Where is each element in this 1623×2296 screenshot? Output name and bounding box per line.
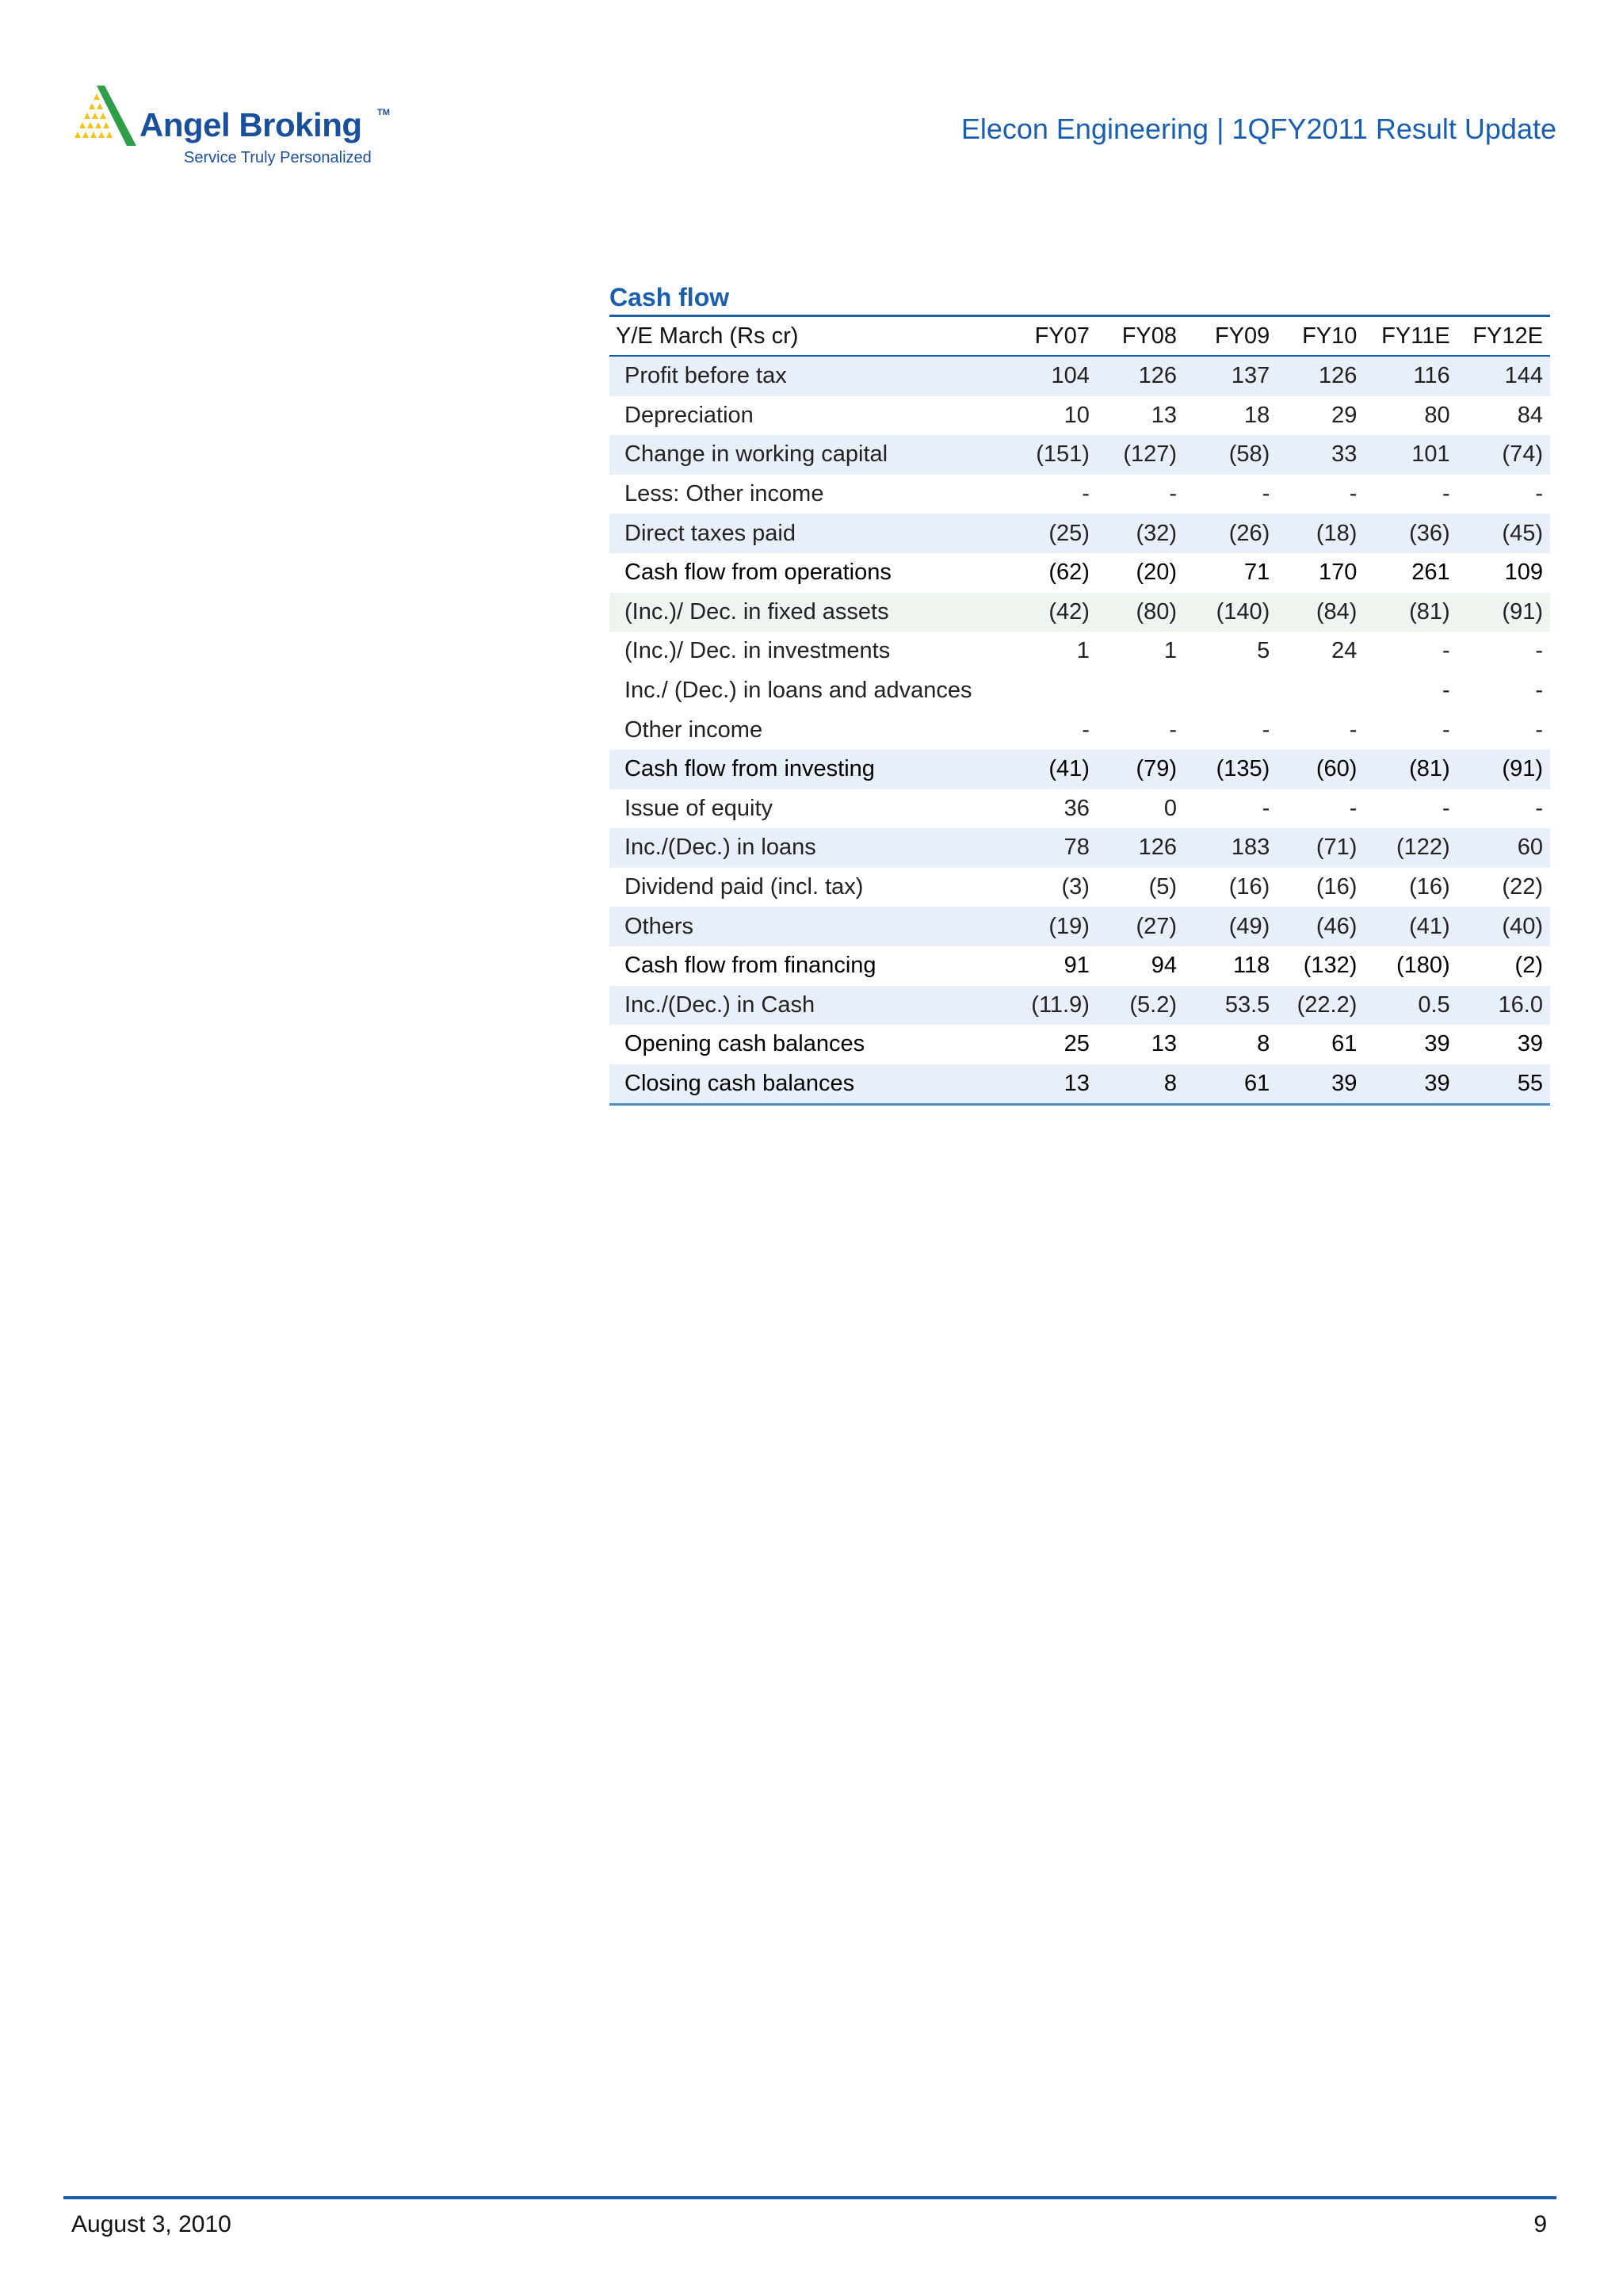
table-cell: (20): [1136, 560, 1178, 586]
table-cell: -: [1535, 678, 1543, 704]
table-cell: -: [1169, 481, 1178, 507]
report-title: Elecon Engineering | 1QFY2011 Result Update: [960, 113, 1556, 145]
table-cell: (58): [1184, 435, 1277, 475]
table-cell: 39: [1517, 1031, 1543, 1057]
table-cell: 0.5: [1364, 986, 1457, 1026]
table-cell: (26): [1184, 514, 1277, 553]
table-cell: 39: [1424, 1031, 1450, 1057]
table-cell: [1010, 671, 1097, 711]
table-cell: (91): [1457, 593, 1550, 632]
table-cell: 144: [1457, 356, 1550, 396]
table-cell: 0: [1163, 795, 1178, 821]
table-row: [609, 671, 1550, 711]
brand-tagline: Service Truly Personalized: [184, 149, 372, 166]
row-label: Cash flow from financing: [624, 953, 876, 979]
table-cell: (32): [1097, 514, 1184, 553]
angel-broking-logo: [68, 82, 401, 178]
table-cell: (71): [1277, 828, 1364, 868]
table-row: [609, 1025, 1550, 1064]
brand-name: Angel Broking: [139, 106, 362, 143]
row-label: Cash flow from operations: [624, 560, 892, 586]
table-cell: [1184, 671, 1277, 711]
table-cell: 29: [1331, 402, 1358, 428]
table-cell: 84: [1517, 402, 1543, 428]
table-cell: 94: [1151, 953, 1178, 979]
table-cell: -: [1082, 481, 1090, 507]
table-cell: 53.5: [1184, 986, 1277, 1026]
table-row: [609, 553, 1550, 593]
table-cell: 36: [1064, 795, 1090, 821]
table-cell: -: [1442, 638, 1450, 664]
table-row: [609, 907, 1550, 946]
table-cell: -: [1349, 795, 1358, 821]
table-cell: (132): [1303, 953, 1358, 979]
table-cell: (122): [1364, 828, 1457, 868]
table-cell: 5: [1257, 638, 1270, 664]
table-cell: (16): [1316, 874, 1358, 900]
table-row: [609, 435, 1550, 475]
row-label: Closing cash balances: [609, 1064, 1010, 1105]
table-cell: -: [1082, 716, 1090, 743]
table-header-row: [609, 316, 1550, 357]
table-cell: (40): [1457, 907, 1550, 946]
row-label: Change in working capital: [609, 435, 1010, 475]
table-cell: 78: [1010, 828, 1097, 868]
table-cell: (19): [1010, 907, 1097, 946]
table-row: [609, 356, 1550, 396]
table-cell: 8: [1097, 1064, 1184, 1105]
table-cell: (42): [1010, 593, 1097, 632]
table-cell: (11.9): [1010, 986, 1097, 1026]
table-cell: -: [1442, 678, 1450, 704]
table-cell: (25): [1010, 514, 1097, 553]
table-cell: 13: [1151, 1031, 1178, 1057]
table-row: [609, 475, 1550, 514]
table-cell: -: [1262, 795, 1270, 821]
table-row: [609, 593, 1550, 632]
row-label: Depreciation: [624, 402, 754, 428]
table-cell: [1277, 671, 1364, 711]
table-cell: (16): [1228, 874, 1270, 900]
table-cell: 104: [1010, 356, 1097, 396]
table-cell: (5): [1148, 874, 1178, 900]
table-cell: -: [1535, 638, 1543, 664]
table-row: [609, 710, 1550, 750]
table-row: [609, 868, 1550, 907]
table-cell: [1097, 671, 1184, 711]
table-cell: -: [1535, 716, 1543, 743]
table-cell: (151): [1010, 435, 1097, 475]
table-row: [609, 828, 1550, 868]
row-label: (Inc.)/ Dec. in fixed assets: [609, 593, 1010, 632]
table-row: [609, 946, 1550, 986]
table-cell: 101: [1364, 435, 1457, 475]
row-label: Opening cash balances: [624, 1031, 865, 1057]
row-label: Others: [609, 907, 1010, 946]
row-label: Cash flow from investing: [609, 750, 1010, 789]
column-header: FY12E: [1457, 316, 1550, 357]
table-cell: 80: [1424, 402, 1450, 428]
table-cell: (79): [1097, 750, 1184, 789]
column-header: Y/E March (Rs cr): [609, 316, 1010, 357]
table-cell: -: [1442, 716, 1450, 743]
table-cell: (22.2): [1277, 986, 1364, 1026]
table-cell: 39: [1364, 1064, 1457, 1105]
table-cell: (22): [1502, 874, 1543, 900]
table-cell: -: [1442, 481, 1450, 507]
footer-divider: [63, 2196, 1556, 2199]
table-cell: (46): [1277, 907, 1364, 946]
table-row: [609, 986, 1550, 1026]
table-cell: (81): [1364, 750, 1457, 789]
table-cell: (62): [1048, 560, 1090, 586]
table-cell: 118: [1233, 953, 1270, 979]
table-cell: 61: [1331, 1031, 1358, 1057]
table-cell: -: [1349, 481, 1358, 507]
table-cell: 61: [1184, 1064, 1277, 1105]
table-cell: 39: [1277, 1064, 1364, 1105]
table-cell: (18): [1277, 514, 1364, 553]
table-cell: (180): [1396, 953, 1450, 979]
table-cell: (3): [1061, 874, 1090, 900]
row-label: (Inc.)/ Dec. in investments: [624, 638, 891, 664]
cash-flow-section: [609, 281, 1550, 1106]
table-cell: 18: [1244, 402, 1270, 428]
table-cell: -: [1535, 795, 1543, 821]
table-cell: 13: [1010, 1064, 1097, 1105]
table-cell: (60): [1277, 750, 1364, 789]
table-cell: (80): [1097, 593, 1184, 632]
table-cell: (27): [1097, 907, 1184, 946]
table-cell: 91: [1064, 953, 1090, 979]
table-cell: -: [1169, 716, 1178, 743]
row-label: Inc./(Dec.) in loans: [609, 828, 1010, 868]
table-cell: 10: [1064, 402, 1090, 428]
table-row: [609, 789, 1550, 829]
section-title: Cash flow: [609, 283, 730, 311]
table-cell: 261: [1411, 560, 1450, 586]
column-header: FY10: [1277, 316, 1364, 357]
table-cell: 25: [1064, 1031, 1090, 1057]
row-label: Dividend paid (incl. tax): [624, 874, 864, 900]
table-cell: -: [1442, 795, 1450, 821]
column-header: FY07: [1010, 316, 1097, 357]
table-cell: 1: [1163, 638, 1178, 664]
table-cell: 13: [1151, 402, 1178, 428]
table-cell: (81): [1364, 593, 1457, 632]
table-cell: 24: [1331, 638, 1358, 664]
column-header: FY08: [1097, 316, 1184, 357]
cash-flow-table: [609, 315, 1550, 1106]
table-cell: -: [1535, 481, 1543, 507]
column-header: FY09: [1184, 316, 1277, 357]
table-cell: 126: [1097, 356, 1184, 396]
page-number: 9: [1533, 2211, 1547, 2237]
table-cell: 126: [1097, 828, 1184, 868]
table-cell: (41): [1010, 750, 1097, 789]
table-cell: (140): [1184, 593, 1277, 632]
table-cell: (74): [1457, 435, 1550, 475]
table-cell: (91): [1457, 750, 1550, 789]
row-label: Direct taxes paid: [609, 514, 1010, 553]
table-cell: 109: [1504, 560, 1543, 586]
table-cell: 60: [1457, 828, 1550, 868]
table-cell: -: [1349, 716, 1358, 743]
table-cell: 16.0: [1457, 986, 1550, 1026]
row-label: Issue of equity: [624, 795, 773, 821]
row-label: Less: Other income: [624, 481, 824, 507]
table-cell: 1: [1076, 638, 1090, 664]
table-cell: (2): [1514, 953, 1543, 979]
row-label: Inc./(Dec.) in Cash: [609, 986, 1010, 1026]
table-row: [609, 396, 1550, 436]
angel-pyramid-icon: [68, 82, 139, 147]
table-cell: 137: [1184, 356, 1277, 396]
table-row: [609, 632, 1550, 671]
table-cell: (127): [1097, 435, 1184, 475]
table-cell: (45): [1457, 514, 1550, 553]
table-cell: 126: [1277, 356, 1364, 396]
table-cell: (5.2): [1097, 986, 1184, 1026]
table-cell: 33: [1277, 435, 1364, 475]
trademark-mark: TM: [377, 108, 390, 117]
table-cell: -: [1262, 716, 1270, 743]
row-label: Other income: [624, 716, 763, 743]
row-label: Profit before tax: [609, 356, 1010, 396]
table-row: [609, 514, 1550, 553]
table-cell: (41): [1364, 907, 1457, 946]
table-cell: 71: [1244, 560, 1270, 586]
table-cell: 116: [1364, 356, 1457, 396]
table-cell: 170: [1319, 560, 1358, 586]
table-cell: (16): [1409, 874, 1450, 900]
table-row: [609, 750, 1550, 789]
table-cell: 55: [1457, 1064, 1550, 1105]
table-cell: -: [1262, 481, 1270, 507]
table-cell: (36): [1364, 514, 1457, 553]
table-cell: 183: [1184, 828, 1277, 868]
table-cell: 8: [1257, 1031, 1270, 1057]
table-row: [609, 1064, 1550, 1105]
column-header: FY11E: [1364, 316, 1457, 357]
table-cell: (84): [1277, 593, 1364, 632]
row-label: Inc./ (Dec.) in loans and advances: [624, 678, 972, 704]
footer-date: August 3, 2010: [71, 2211, 231, 2237]
table-cell: (49): [1184, 907, 1277, 946]
table-body: [609, 356, 1550, 1105]
table-cell: (135): [1184, 750, 1277, 789]
